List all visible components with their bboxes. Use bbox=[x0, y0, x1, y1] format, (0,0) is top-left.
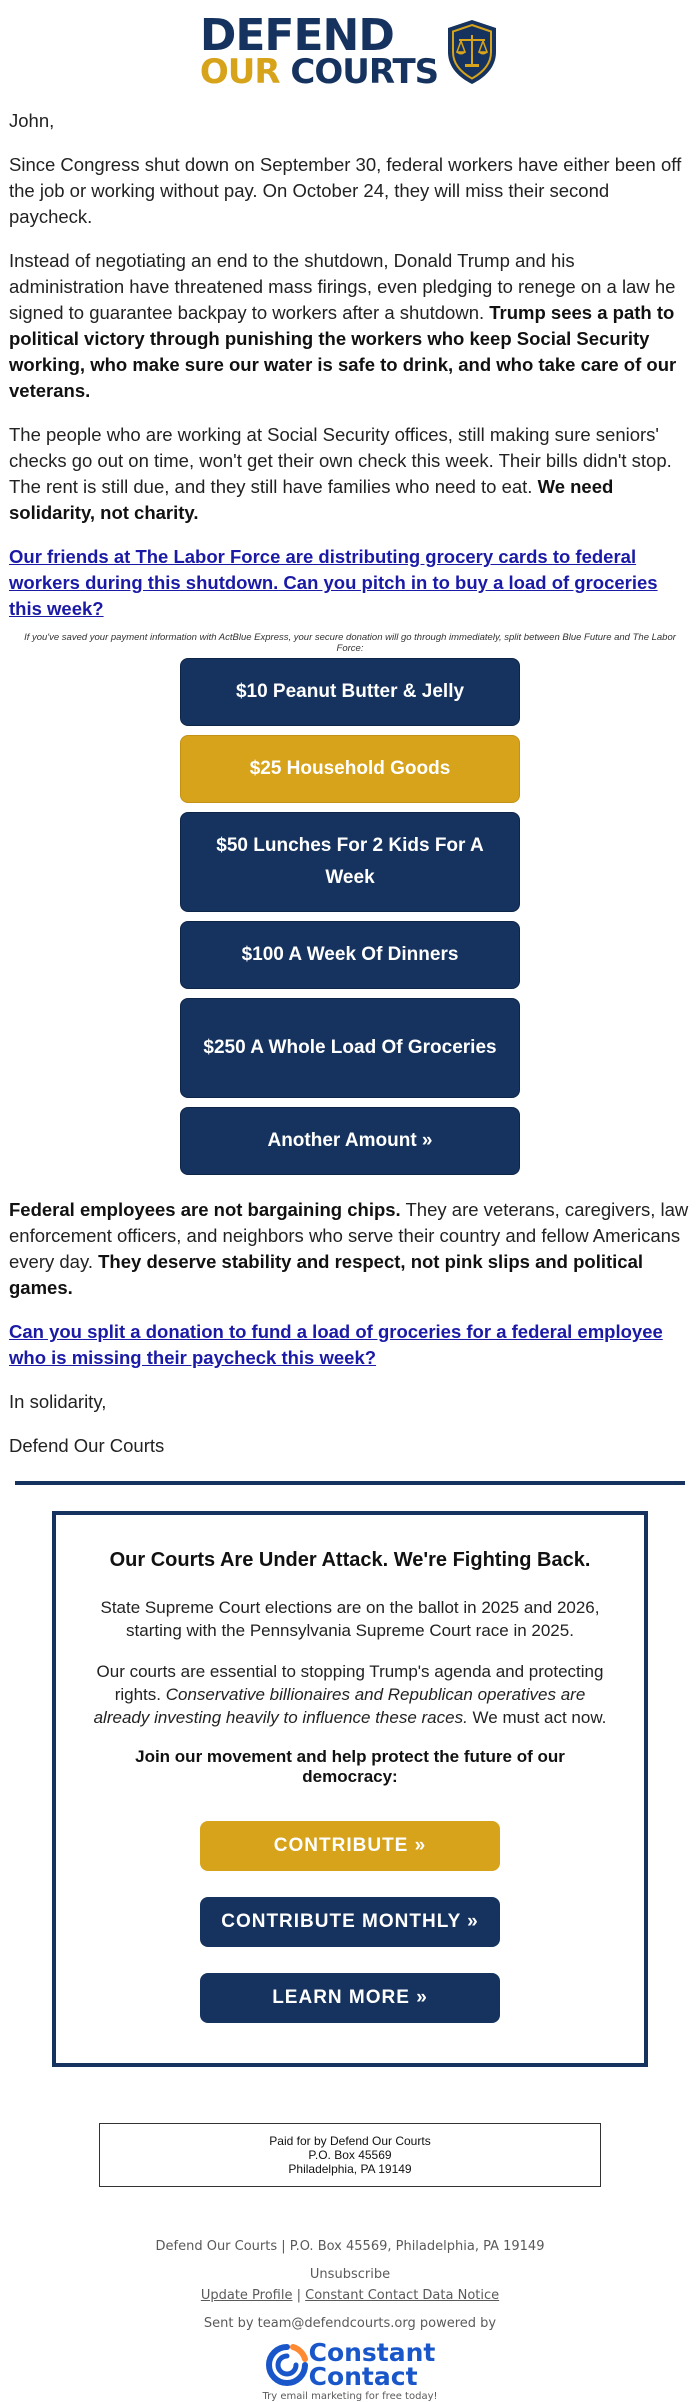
box-paragraph-1: State Supreme Court elections are on the ballot in 2025 and 2026, starting with the Pennsylvania Supreme Court race in 2025. bbox=[100, 1598, 600, 1640]
courts-attack-box bbox=[52, 1511, 648, 2067]
box-paragraph-2-text-2: We must act now. bbox=[467, 1708, 607, 1727]
donate-100-button[interactable]: $100 A Week Of Dinners bbox=[180, 921, 520, 989]
donate-250-button[interactable]: $250 A Whole Load Of Groceries bbox=[180, 998, 520, 1098]
footer-separator: | bbox=[292, 2288, 306, 2303]
paragraph-4-bold-1: Federal employees are not bargaining chips. bbox=[9, 1199, 401, 1220]
paragraph-4-text: They are veterans, caregivers, law enforcement officers, and neighbors who serve their country and fellow Americans every day. bbox=[9, 1199, 689, 1272]
donate-25-button[interactable]: $25 Household Goods bbox=[180, 735, 520, 803]
sent-by-line: Sent by team@defendcourts.org powered by bbox=[203, 2316, 497, 2331]
cc-line-2: Contact bbox=[308, 2362, 418, 2391]
donate-10-button[interactable]: $10 Peanut Butter & Jelly bbox=[180, 658, 520, 726]
box-title: Our Courts Are Under Attack. We're Fighting Back. bbox=[109, 1549, 591, 1571]
constant-contact-logo[interactable] bbox=[0, 2338, 700, 2391]
split-donation-link[interactable]: Can you split a donation to fund a load of groceries for a federal employee who is missing their paycheck this week? bbox=[9, 1321, 663, 1368]
cc-line-1: Constant bbox=[308, 2338, 436, 2367]
box-paragraph-2-text-1: Our courts are essential to stopping Trump's agenda and protecting rights. bbox=[96, 1662, 604, 1704]
paragraph-3 bbox=[9, 422, 691, 526]
paid-for-line: Paid for by Defend Our Courts bbox=[269, 2134, 431, 2148]
salutation: John, bbox=[9, 110, 55, 131]
signature: Defend Our Courts bbox=[9, 1435, 165, 1456]
data-notice-link[interactable]: Constant Contact Data Notice bbox=[305, 2288, 500, 2303]
contribute-button[interactable]: CONTRIBUTE » bbox=[200, 1821, 500, 1871]
paragraph-3-bold: We need solidarity, not charity. bbox=[9, 476, 614, 523]
paid-for-disclaimer bbox=[99, 2123, 601, 2187]
logo-line-defend: DEFEND bbox=[199, 10, 394, 62]
email-footer bbox=[0, 2239, 700, 2402]
donate-other-amount-button[interactable]: Another Amount » bbox=[180, 1107, 520, 1175]
section-divider bbox=[15, 1481, 685, 1485]
constant-contact-icon bbox=[265, 2343, 309, 2387]
donate-50-button[interactable]: $50 Lunches For 2 Kids For A Week bbox=[180, 812, 520, 912]
box-paragraph-2 bbox=[86, 1660, 614, 1729]
paragraph-2-bold: Trump sees a path to political victory through punishing the workers who keep Social Security working, who make sure our water is safe to drink, and who take care of our veterans. bbox=[9, 302, 677, 401]
actblue-note: If you've saved your payment information with ActBlue Express, your secure donation will go through immediately, split between Blue Future and The Labor Force: bbox=[24, 632, 676, 654]
constant-contact-wordmark bbox=[308, 2338, 436, 2391]
groceries-link[interactable]: Our friends at The Labor Force are distributing grocery cards to federal workers during this shutdown. Can you pitch in to buy a load of groceries this week? bbox=[9, 546, 658, 619]
split-donation-link-paragraph bbox=[9, 1319, 691, 1371]
signoff: In solidarity, bbox=[9, 1391, 107, 1412]
paragraph-4 bbox=[9, 1197, 691, 1301]
paragraph-4-bold-2: They deserve stability and respect, not pink slips and political games. bbox=[9, 1251, 643, 1298]
groceries-link-paragraph bbox=[9, 544, 691, 622]
footer-address: Defend Our Courts | P.O. Box 45569, Philadelphia, PA 19149 bbox=[155, 2239, 545, 2254]
learn-more-button[interactable]: LEARN MORE » bbox=[200, 1973, 500, 2023]
header-logo[interactable] bbox=[0, 0, 700, 100]
update-profile-link[interactable]: Update Profile bbox=[200, 2288, 293, 2303]
paragraph-2 bbox=[9, 248, 691, 404]
footer-links bbox=[0, 2288, 700, 2303]
donation-buttons bbox=[9, 658, 691, 1175]
logo-our: OUR bbox=[199, 51, 280, 92]
shield-scales-icon bbox=[444, 18, 500, 86]
city-line: Philadelphia, PA 19149 bbox=[288, 2162, 412, 2176]
paragraph-3-text: The people who are working at Social Security offices, still making sure seniors' checks go out on time, won't get their own check this week. Their bills didn't stop. The rent is still due, and they still have families who need to eat. bbox=[9, 424, 672, 497]
logo-courts: COURTS bbox=[290, 51, 439, 92]
email-body bbox=[0, 108, 700, 1459]
po-box-line: P.O. Box 45569 bbox=[308, 2148, 392, 2162]
contribute-monthly-button[interactable]: CONTRIBUTE MONTHLY » bbox=[200, 1897, 500, 1947]
logo-wordmark bbox=[199, 10, 439, 92]
unsubscribe-link[interactable]: Unsubscribe bbox=[309, 2267, 391, 2282]
logo-line-our-courts bbox=[199, 51, 439, 92]
paragraph-1: Since Congress shut down on September 30, federal workers have either been off the job or working without pay. On October 24, they will miss their second paycheck. bbox=[9, 154, 682, 227]
constant-contact-tagline[interactable]: Try email marketing for free today! bbox=[262, 2391, 438, 2402]
box-call-to-action: Join our movement and help protect the future of our democracy: bbox=[135, 1747, 565, 1786]
footer-unsubscribe-line bbox=[0, 2267, 700, 2282]
paragraph-2-text: Instead of negotiating an end to the shutdown, Donald Trump and his administration have threatened mass firings, even pledging to renege on a law he signed to guarantee backpay to workers after a shutdown. bbox=[9, 250, 676, 323]
box-paragraph-2-italic: Conservative billionaires and Republican operatives are already investing heavily to influence these races. bbox=[93, 1685, 586, 1727]
